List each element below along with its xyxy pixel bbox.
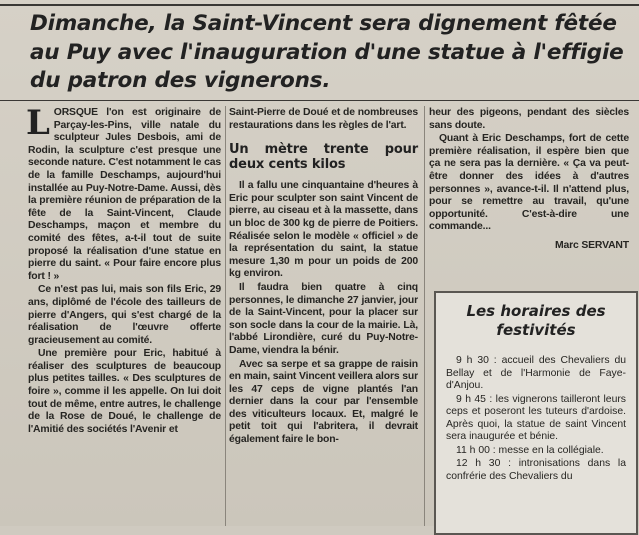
headline-rule — [0, 100, 639, 101]
paragraph: Avec sa serpe et sa grappe de raisin en main, saint Vincent veillera alors sur les 47 ceps de vigne plantés l'an dernier dans la cour par l'ensemble des viticulteurs locaux. Et, malgré le petit toit qui l'abritera, il devrait également faire le bon- — [229, 358, 418, 446]
subheading: Un mètre trente pour deux cents kilos — [229, 142, 418, 173]
paragraph: Ce n'est pas lui, mais son fils Eric, 29 ans, diplômé de l'école des tailleurs de pierre d'Angers, qui s'est chargé de la réalisation de l'œuvre offerte gracieusement au comité. — [28, 284, 221, 346]
author-signature: Marc SERVANT — [554, 239, 629, 251]
schedule-item: 12 h 30 : intronisations dans la confrérie des Chevaliers du — [446, 458, 626, 482]
top-rule — [0, 4, 639, 6]
headline: Dimanche, la Saint-Vincent sera dignement fêtée au Puy avec l'inauguration d'une statue à l'effigie du patron des vignerons. — [30, 11, 624, 93]
schedule-item: 11 h 00 : messe en la collégiale. — [456, 444, 604, 456]
paragraph: heur des pigeons, pendant des siècles sans doute. — [429, 107, 629, 131]
paragraph: LORSQUE l'on est originaire de Parçay-les-Pins, ville natale du sculpteur Jules Desbois, ami de Rodin, la sculpture c'est presque une seconde nature. C'est notamment le cas de la famille Deschamps, aujourd'hui installée au Puy-Notre-Dame. Aussi, dès la première réunion de préparation de la fête de la Saint-Vincent, Claude Deschamps, maçon et membre du comité des fêtes, a-t-il tout de suite proposé la réalisation d'une statue en pierre du saint. « Pour faire encore plus fort ! » — [26, 103, 221, 282]
column-3 — [429, 107, 629, 253]
paragraph: Il a fallu une cinquantaine d'heures à Eric pour sculpter son saint Vincent de pierre, au ciseau et à la massette, dans un bloc de 300 kg de pierre de Poitiers. Réalisée selon le modèle « officiel » de la représentation du saint, la statue mesure 1,30 m pour un poids de 200 kg environ. — [229, 180, 418, 280]
schedule-item: 9 h 45 : les vignerons tailleront leurs ceps et poseront les tuteurs d'ardoise. Après quoi, la statue de saint Vincent sera inaugurée et bénie. — [446, 393, 626, 442]
schedule-title: Les horaires des festivités — [466, 302, 606, 339]
column-divider — [424, 106, 425, 526]
drop-cap: L — [26, 103, 50, 143]
schedule-box — [434, 291, 638, 535]
schedule-list — [446, 355, 626, 484]
schedule-item: 9 h 30 : accueil des Chevaliers du Bellay et de l'Harmonie de Faye-d'Anjou. — [446, 355, 626, 391]
column-2 — [229, 107, 418, 448]
paragraph: Quant à Eric Deschamps, fort de cette première réalisation, il espère bien que ça ne sera pas la dernière. « Ça va peut-être donner des idées à d'autres personnes », avance-t-il. Il n'attend plus, pour se remettre au travail, qu'une opportunité. C'est-à-dire une commande... — [429, 133, 629, 233]
paragraph: Une première pour Eric, habitué à réaliser des sculptures de beaucoup plus petites tailles. « Des sculptures de foire », comme il les appelle. On lui doit tout de même, entre autres, le challenge de la Rose de Doué, le challenge de l'Amitié des sociétés l'Avenir et — [28, 348, 221, 435]
paragraph: Saint-Pierre de Doué et de nombreuses restaurations dans les règles de l'art. — [229, 107, 418, 131]
column-1 — [26, 103, 221, 437]
column-divider — [225, 106, 226, 526]
paragraph: Il faudra bien quatre à cinq personnes, le dimanche 27 janvier, jour de la Saint-Vincent, pour la placer sur son socle dans la cour de la mairie. Là, l'abbé Lirondière, curé du Puy-Notre-Dame, viendra la bénir. — [229, 281, 418, 356]
